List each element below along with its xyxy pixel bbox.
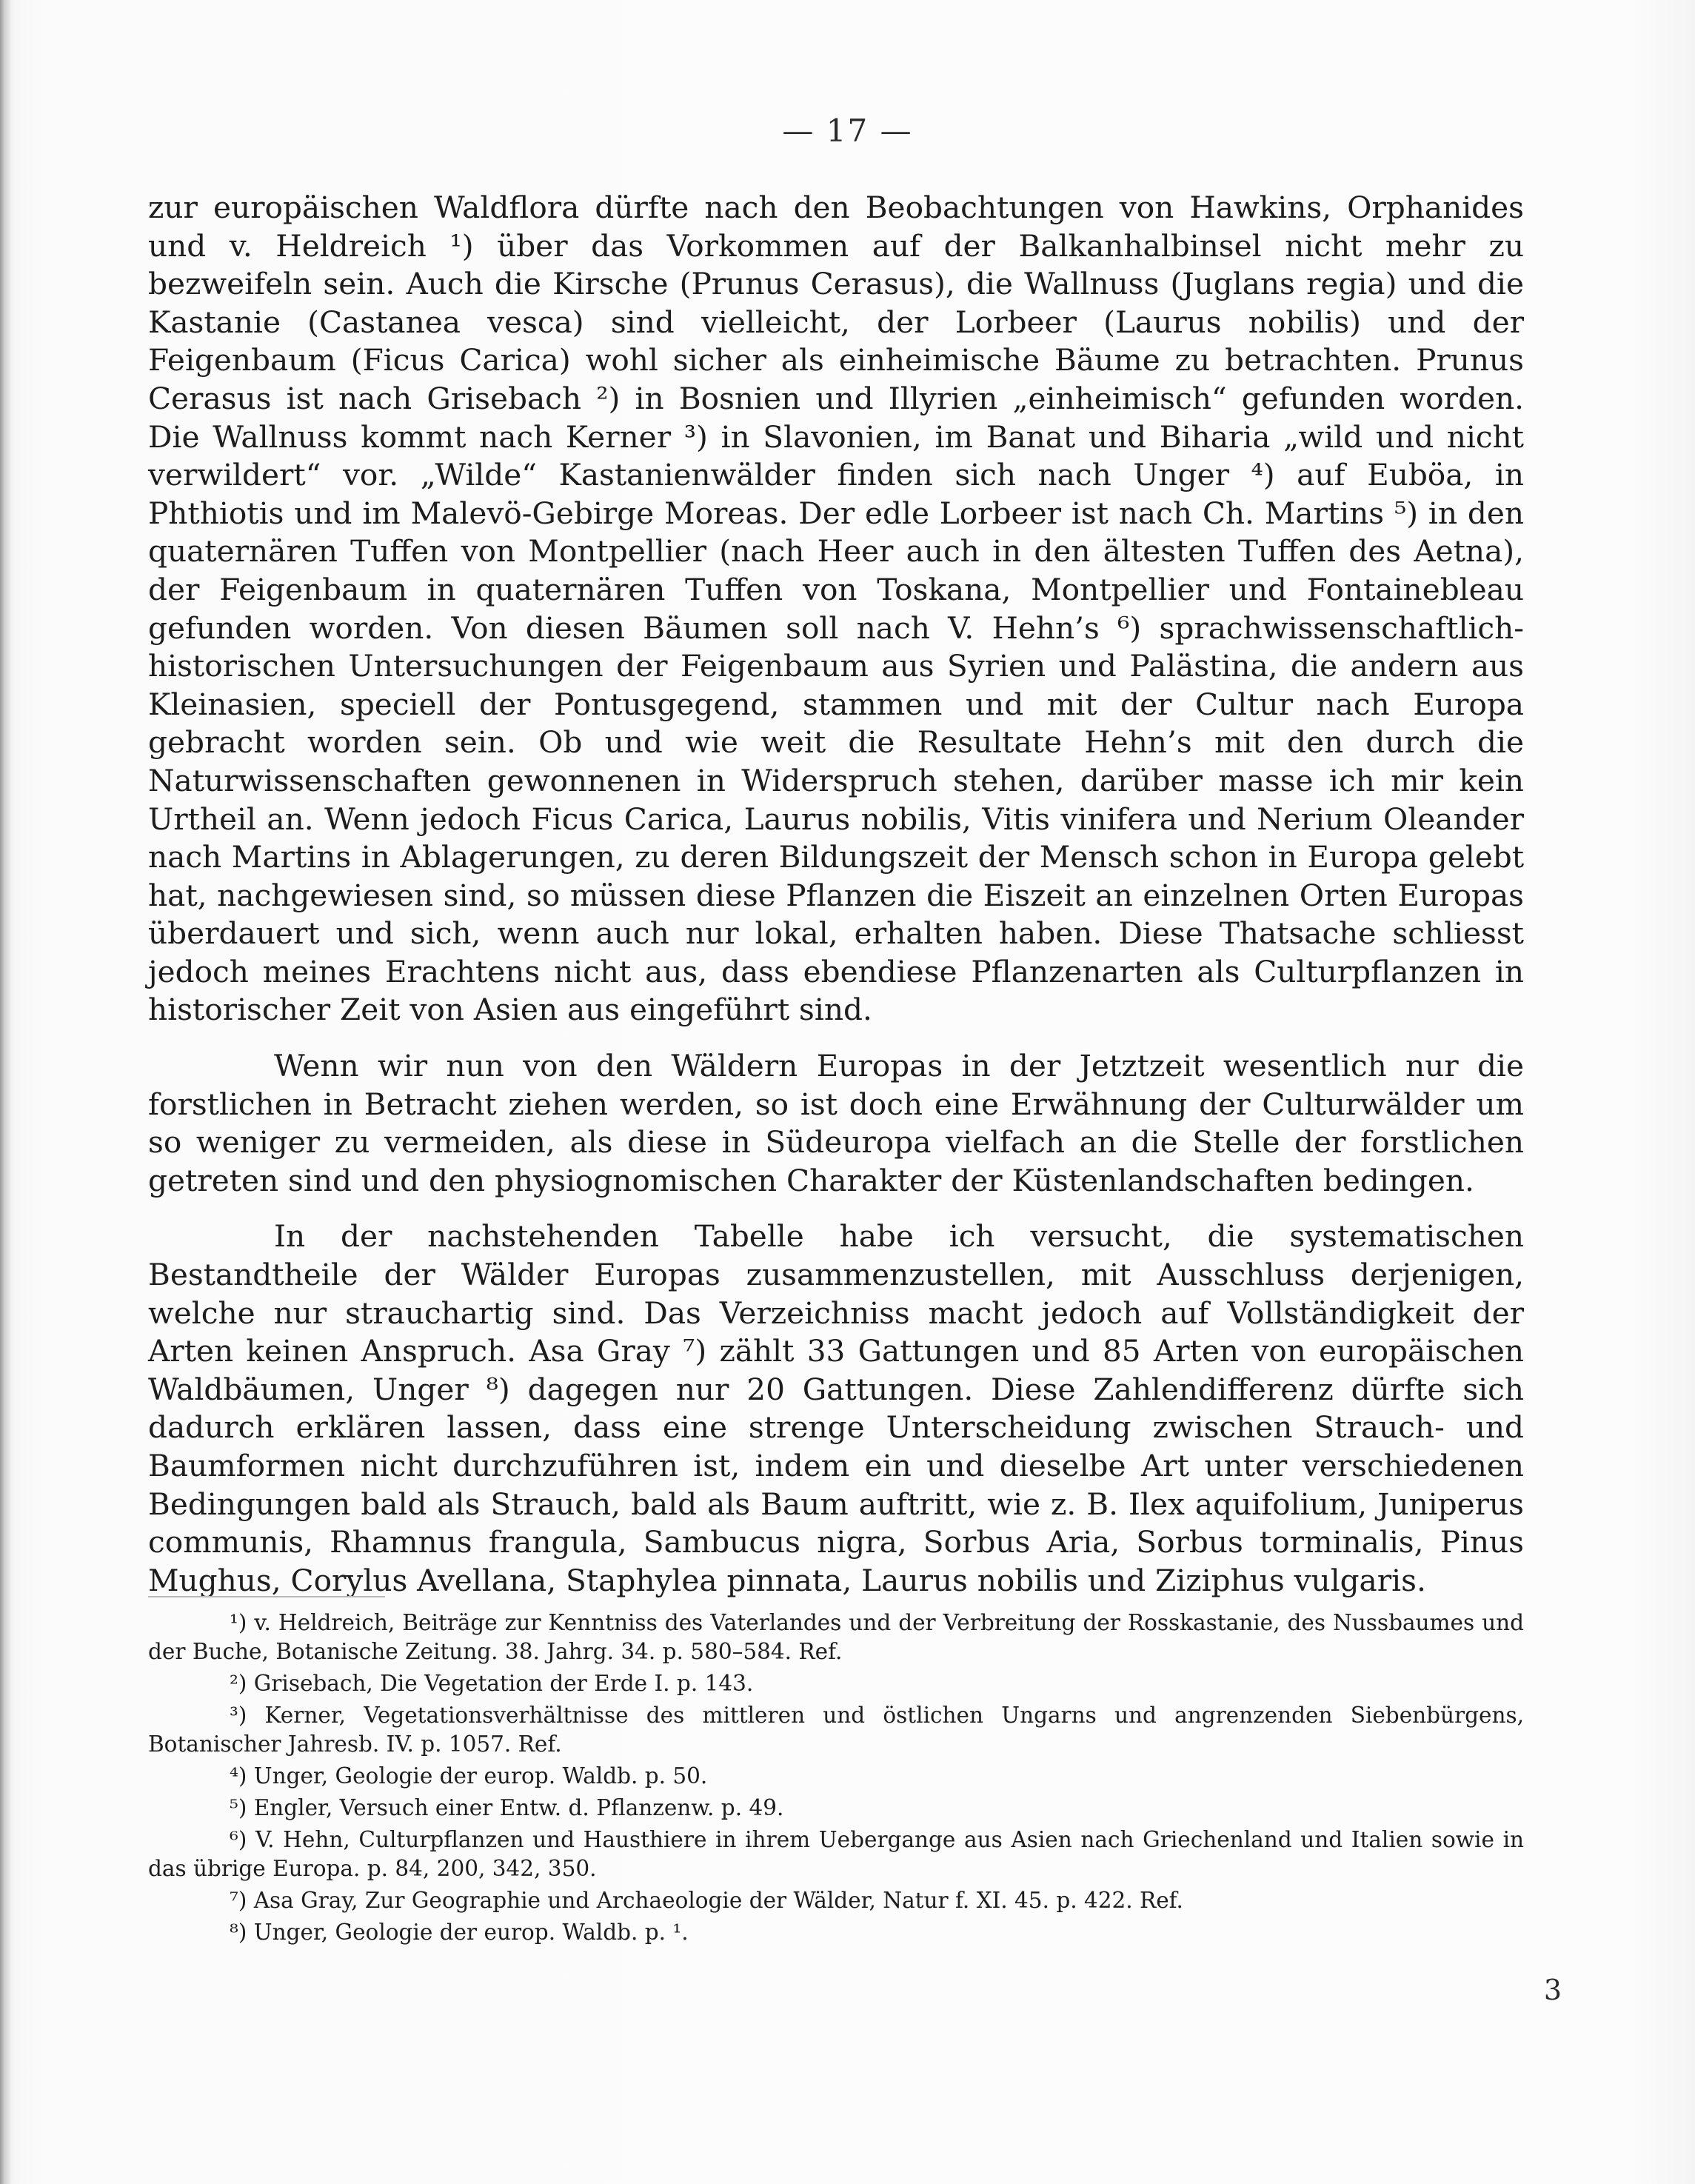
footnotes <box>148 1609 1524 1947</box>
footnote-divider <box>148 1596 385 1597</box>
page-number: — 17 — <box>782 113 913 149</box>
paragraph-1: zur europäischen Waldflora dürfte nach den Beobachtungen von Hawkins, Orphanides und v. Heldreich ¹) über das Vorkommen auf der Balkanhalbinsel nicht mehr zu bezweifeln sein. Auch die Kirsche (Prunus Cerasus), die Wallnuss (Juglans regia) und die Kastanie (Castanea vesca) sind vielleicht, der Lorbeer (Laurus nobilis) und der Feigenbaum (Ficus Carica) wohl sicher als einheimische Bäume zu betrachten. Prunus Cerasus ist nach Grisebach ²) in Bosnien und Illyrien „einheimisch“ gefunden worden. Die Wallnuss kommt nach Kerner ³) in Slavonien, im Banat und Biharia „wild und nicht verwildert“ vor. „Wilde“ Kastanienwälder finden sich nach Unger ⁴) auf Euböa, in Phthiotis und im Malevö-Gebirge Moreas. Der edle Lorbeer ist nach Ch. Martins ⁵) in den quaternären Tuffen von Montpellier (nach Heer auch in den ältesten Tuffen des Aetna), der Feigenbaum in quaternären Tuffen von Toskana, Montpellier und Fontainebleau gefunden worden. Von diesen Bäumen soll nach V. Hehn’s ⁶) sprachwissenschaftlich-historischen Untersuchungen der Feigenbaum aus Syrien und Palästina, die andern aus Kleinasien, speciell der Pontusgegend, stammen und mit der Cultur nach Europa gebracht worden sein. Ob und wie weit die Resultate Hehn’s mit den durch die Naturwissenschaften gewonnenen in Widerspruch stehen, darüber masse ich mir kein Urtheil an. Wenn jedoch Ficus Carica, Laurus nobilis, Vitis vinifera und Nerium Oleander nach Martins in Ablagerungen, zu deren Bildungszeit der Mensch schon in Europa gelebt hat, nachgewiesen sind, so müssen diese Pflanzen die Eiszeit an einzelnen Orten Europas überdauert und sich, wenn auch nur lokal, erhalten haben. Diese Thatsache schliesst jedoch meines Erachtens nicht aus, dass ebendiese Pflanzenarten als Culturpflanzen in historischer Zeit von Asien aus eingeführt sind. <box>148 190 1524 1028</box>
page-spine-shadow <box>0 0 10 2184</box>
sheet-signature: 3 <box>1543 1974 1562 2006</box>
footnote-4: ⁴) Unger, Geologie der europ. Waldb. p. 50. <box>230 1763 708 1789</box>
footnote-5: ⁵) Engler, Versuch einer Entw. d. Pflanzenw. p. 49. <box>230 1795 784 1820</box>
footnote-6: ⁶) V. Hehn, Culturpflanzen und Hausthiere in ihrem Uebergange aus Asien nach Griechenland und Italien sowie in das übrige Europa. p. 84, 200, 342, 350. <box>148 1827 1524 1881</box>
footnote-8: ⁸) Unger, Geologie der europ. Waldb. p. ¹. <box>230 1920 689 1945</box>
body-text <box>148 189 1524 1600</box>
footnote-3: ³) Kerner, Vegetationsverhältnisse des mittleren und östlichen Ungarns und angrenzenden Siebenbürgens, Botanischer Jahresb. IV. p. 1057. Ref. <box>148 1703 1524 1757</box>
footnote-1: ¹) v. Heldreich, Beiträge zur Kenntniss des Vaterlandes und der Verbreitung der Rosskastanie, des Nussbaumes und der Buche, Botanische Zeitung. 38. Jahrg. 34. p. 580–584. Ref. <box>148 1610 1524 1664</box>
paragraph-3: In der nachstehenden Tabelle habe ich versucht, die systematischen Bestandtheile der Wälder Europas zusammenzustellen, mit Ausschluss derjenigen, welche nur strauchartig sind. Das Verzeichniss macht jedoch auf Vollständigkeit der Arten keinen Anspruch. Asa Gray ⁷) zählt 33 Gattungen und 85 Arten von europäischen Waldbäumen, Unger ⁸) dagegen nur 20 Gattungen. Diese Zahlendifferenz dürfte sich dadurch erklären lassen, dass eine strenge Unterscheidung zwischen Strauch- und Baumformen nicht durchzuführen ist, indem ein und dieselbe Art unter verschiedenen Bedingungen bald als Strauch, bald als Baum auftritt, wie z. B. Ilex aquifolium, Juniperus communis, Rhamnus frangula, Sambucus nigra, Sorbus Aria, Sorbus torminalis, Pinus Mughus, Corylus Avellana, Staphylea pinnata, Laurus nobilis und Ziziphus vulgaris. <box>148 1218 1524 1598</box>
footnote-2: ²) Grisebach, Die Vegetation der Erde I. p. 143. <box>230 1671 754 1696</box>
paragraph-2: Wenn wir nun von den Wäldern Europas in der Jetztzeit wesentlich nur die forstlichen in Betracht ziehen werden, so ist doch eine Erwähnung der Culturwälder um so weniger zu vermeiden, als diese in Südeuropa vielfach an die Stelle der forstlichen getreten sind und den physiognomischen Charakter der Küstenlandschaften bedingen. <box>148 1048 1524 1198</box>
footnote-7: ⁷) Asa Gray, Zur Geographie und Archaeologie der Wälder, Natur f. XI. 45. p. 422. Ref. <box>230 1888 1183 1913</box>
